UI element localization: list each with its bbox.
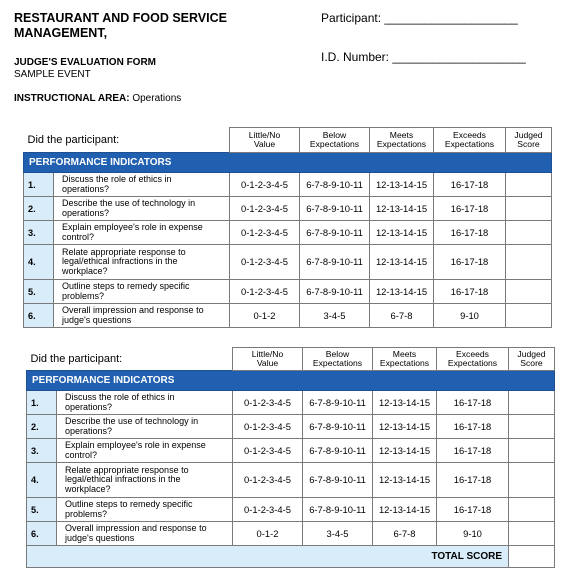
- table-row: [27, 463, 555, 498]
- total-row: [27, 546, 555, 568]
- table-row: [24, 197, 552, 221]
- table-row: [27, 391, 555, 415]
- participant-field[interactable]: Participant: ____________________: [321, 11, 518, 25]
- score-below[interactable]: 6-7-8-9-10-11: [300, 221, 370, 245]
- row-number: 6.: [27, 522, 57, 546]
- score-below[interactable]: 3-4-5: [303, 522, 373, 546]
- score-below[interactable]: 6-7-8-9-10-11: [303, 439, 373, 463]
- score-meets[interactable]: 12-13-14-15: [373, 439, 437, 463]
- score-little[interactable]: 0-1-2-3-4-5: [230, 197, 300, 221]
- indicator-text: Explain employee's role in expense control?: [57, 439, 233, 463]
- indicator-text: Overall impression and response to judge's questions: [57, 522, 233, 546]
- score-little[interactable]: 0-1-2-3-4-5: [230, 221, 300, 245]
- section-header: PERFORMANCE INDICATORS: [24, 153, 552, 173]
- col-header-judged: Judged Score: [509, 348, 555, 371]
- judged-score-cell[interactable]: [509, 415, 555, 439]
- indicator-text: Discuss the role of ethics in operations?: [54, 173, 230, 197]
- table-row: [24, 245, 552, 280]
- indicator-text: Overall impression and response to judge's questions: [54, 304, 230, 328]
- score-little[interactable]: 0-1-2: [233, 522, 303, 546]
- score-little[interactable]: 0-1-2-3-4-5: [230, 173, 300, 197]
- score-little[interactable]: 0-1-2-3-4-5: [230, 245, 300, 280]
- col-header-little: Little/No Value: [233, 348, 303, 371]
- score-little[interactable]: 0-1-2-3-4-5: [233, 498, 303, 522]
- score-below[interactable]: 6-7-8-9-10-11: [303, 391, 373, 415]
- table-row: [27, 498, 555, 522]
- col-header-meets: Meets Expectations: [373, 348, 437, 371]
- score-meets[interactable]: 12-13-14-15: [373, 391, 437, 415]
- form-title: JUDGE'S EVALUATION FORM: [14, 57, 157, 68]
- score-exceeds[interactable]: 16-17-18: [434, 280, 506, 304]
- col-header-below: Below Expectations: [303, 348, 373, 371]
- score-meets[interactable]: 12-13-14-15: [370, 173, 434, 197]
- table-row: [27, 415, 555, 439]
- row-number: 1.: [24, 173, 54, 197]
- row-number: 6.: [24, 304, 54, 328]
- col-header-exceeds: Exceeds Expectations: [434, 128, 506, 153]
- score-meets[interactable]: 6-7-8: [373, 522, 437, 546]
- score-meets[interactable]: 6-7-8: [370, 304, 434, 328]
- instr-value: Operations: [132, 93, 182, 104]
- score-below[interactable]: 6-7-8-9-10-11: [303, 415, 373, 439]
- score-exceeds[interactable]: 16-17-18: [434, 197, 506, 221]
- col-header-judged: Judged Score: [506, 128, 552, 153]
- score-below[interactable]: 6-7-8-9-10-11: [300, 245, 370, 280]
- score-exceeds[interactable]: 16-17-18: [437, 439, 509, 463]
- row-number: 4.: [24, 245, 54, 280]
- evaluation-table-2: [26, 347, 555, 568]
- score-exceeds[interactable]: 16-17-18: [437, 498, 509, 522]
- score-little[interactable]: 0-1-2: [230, 304, 300, 328]
- score-meets[interactable]: 12-13-14-15: [370, 197, 434, 221]
- row-number: 5.: [27, 498, 57, 522]
- indicator-text: Describe the use of technology in operations?: [57, 415, 233, 439]
- score-below[interactable]: 6-7-8-9-10-11: [300, 280, 370, 304]
- score-little[interactable]: 0-1-2-3-4-5: [233, 439, 303, 463]
- col-header-little: Little/No Value: [230, 128, 300, 153]
- table-row: [24, 304, 552, 328]
- judged-score-cell[interactable]: [509, 439, 555, 463]
- indicator-text: Explain employee's role in expense control?: [54, 221, 230, 245]
- judged-score-cell[interactable]: [509, 498, 555, 522]
- id-number-field[interactable]: I.D. Number: ____________________: [321, 50, 526, 64]
- score-exceeds[interactable]: 16-17-18: [437, 415, 509, 439]
- instructional-area: [14, 93, 181, 104]
- score-exceeds[interactable]: 9-10: [434, 304, 506, 328]
- table-row: [27, 439, 555, 463]
- score-below[interactable]: 3-4-5: [300, 304, 370, 328]
- indicator-text: Relate appropriate response to legal/ethical infractions in the workplace?: [54, 245, 230, 280]
- event-name: SAMPLE EVENT: [14, 69, 91, 80]
- indicator-text: Outline steps to remedy specific problems?: [57, 498, 233, 522]
- judged-score-cell[interactable]: [506, 197, 552, 221]
- row-number: 4.: [27, 463, 57, 498]
- score-meets[interactable]: 12-13-14-15: [370, 280, 434, 304]
- judged-score-cell[interactable]: [506, 245, 552, 280]
- score-exceeds[interactable]: 9-10: [437, 522, 509, 546]
- score-meets[interactable]: 12-13-14-15: [370, 245, 434, 280]
- did-participant-label: Did the participant:: [27, 133, 120, 146]
- judged-score-cell[interactable]: [509, 391, 555, 415]
- row-number: 3.: [27, 439, 57, 463]
- score-exceeds[interactable]: 16-17-18: [437, 391, 509, 415]
- section-header: PERFORMANCE INDICATORS: [27, 371, 555, 391]
- score-below[interactable]: 6-7-8-9-10-11: [303, 498, 373, 522]
- judged-score-cell[interactable]: [509, 522, 555, 546]
- row-number: 2.: [24, 197, 54, 221]
- judged-score-cell[interactable]: [506, 280, 552, 304]
- score-meets[interactable]: 12-13-14-15: [373, 498, 437, 522]
- score-exceeds[interactable]: 16-17-18: [434, 221, 506, 245]
- col-header-meets: Meets Expectations: [370, 128, 434, 153]
- row-number: 1.: [27, 391, 57, 415]
- judged-score-cell[interactable]: [506, 304, 552, 328]
- col-header-below: Below Expectations: [300, 128, 370, 153]
- instr-label: INSTRUCTIONAL AREA:: [14, 93, 130, 104]
- indicator-text: Relate appropriate response to legal/ethical infractions in the workplace?: [57, 463, 233, 498]
- total-score-label: TOTAL SCORE: [27, 546, 509, 568]
- judged-score-cell[interactable]: [506, 221, 552, 245]
- table-row: [24, 221, 552, 245]
- score-below[interactable]: 6-7-8-9-10-11: [303, 463, 373, 498]
- score-exceeds[interactable]: 16-17-18: [434, 173, 506, 197]
- row-number: 2.: [27, 415, 57, 439]
- did-participant-label: Did the participant:: [30, 352, 123, 365]
- judged-score-cell[interactable]: [509, 463, 555, 498]
- indicator-text: Describe the use of technology in operations?: [54, 197, 230, 221]
- table-row: [24, 173, 552, 197]
- score-below[interactable]: 6-7-8-9-10-11: [300, 173, 370, 197]
- row-number: 5.: [24, 280, 54, 304]
- score-little[interactable]: 0-1-2-3-4-5: [230, 280, 300, 304]
- score-little[interactable]: 0-1-2-3-4-5: [233, 463, 303, 498]
- evaluation-table-1: [23, 127, 552, 328]
- score-meets[interactable]: 12-13-14-15: [373, 415, 437, 439]
- event-title: [14, 11, 274, 41]
- row-number: 3.: [24, 221, 54, 245]
- score-meets[interactable]: 12-13-14-15: [373, 463, 437, 498]
- title-line-2: MANAGEMENT,: [14, 26, 108, 40]
- indicator-text: Discuss the role of ethics in operations?: [57, 391, 233, 415]
- indicator-text: Outline steps to remedy specific problems?: [54, 280, 230, 304]
- total-score-cell[interactable]: [509, 546, 555, 568]
- table-row: [24, 280, 552, 304]
- judged-score-cell[interactable]: [506, 173, 552, 197]
- score-little[interactable]: 0-1-2-3-4-5: [233, 391, 303, 415]
- score-below[interactable]: 6-7-8-9-10-11: [300, 197, 370, 221]
- score-exceeds[interactable]: 16-17-18: [437, 463, 509, 498]
- score-meets[interactable]: 12-13-14-15: [370, 221, 434, 245]
- score-exceeds[interactable]: 16-17-18: [434, 245, 506, 280]
- score-little[interactable]: 0-1-2-3-4-5: [233, 415, 303, 439]
- title-line-1: RESTAURANT AND FOOD SERVICE: [14, 11, 227, 25]
- col-header-exceeds: Exceeds Expectations: [437, 348, 509, 371]
- table-row: [27, 522, 555, 546]
